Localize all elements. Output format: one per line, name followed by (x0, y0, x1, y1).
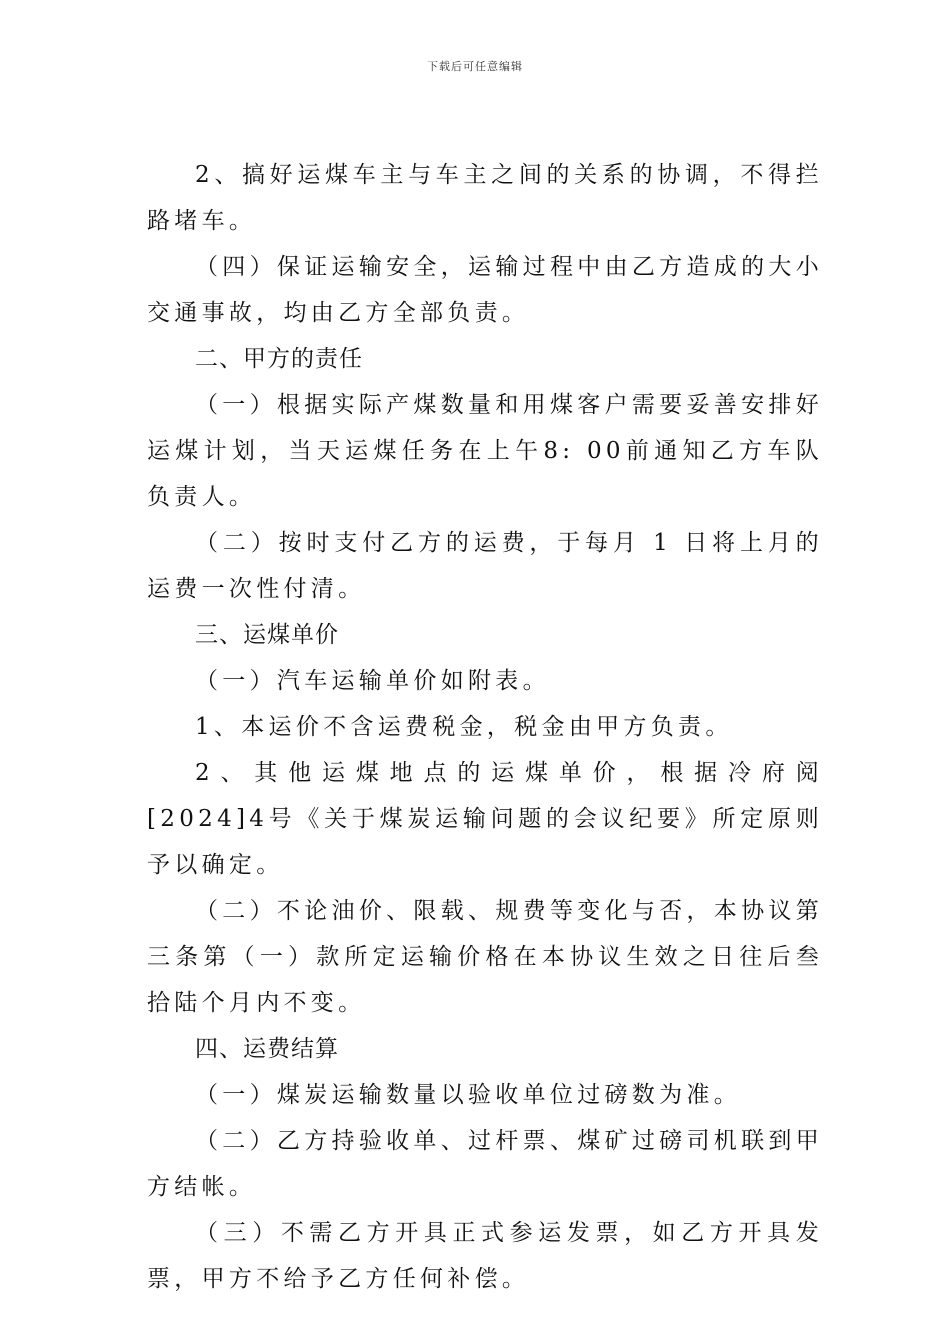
paragraph: （一）煤炭运输数量以验收单位过磅数为准。 (195, 1082, 741, 1108)
paragraph: （一）汽车运输单价如附表。 (195, 668, 550, 694)
paragraph: （四）保证运输安全，运输过程中由乙方造成的大小交通事故，均由乙方全部负责。 (147, 254, 823, 326)
paragraph: （二）乙方持验收单、过杆票、煤矿过磅司机联到甲方结帐。 (147, 1128, 823, 1200)
section-heading: 四、运费结算 (195, 1036, 339, 1062)
paragraph: （三）不需乙方开具正式参运发票，如乙方开具发票，甲方不给予乙方任何补偿。 (147, 1220, 823, 1292)
section-heading: 三、运煤单价 (195, 622, 339, 648)
paragraph: （二）不论油价、限载、规费等变化与否，本协议第三条第（一）款所定运输价格在本协议生效之日往后叁拾陆个月内不变。 (147, 898, 823, 1016)
paragraph: 2、其他运煤地点的运煤单价，根据冷府阅[2024]4号《关于煤炭运输问题的会议纪要》所定原则予以确定。 (147, 760, 823, 878)
document-body (147, 152, 823, 1302)
section-heading: 二、甲方的责任 (195, 346, 363, 372)
paragraph: 1、本运价不含运费税金，税金由甲方负责。 (195, 714, 733, 740)
paragraph: （二）按时支付乙方的运费，于每月 1 日将上月的运费一次性付清。 (147, 530, 823, 602)
paragraph: 2、搞好运煤车主与车主之间的关系的协调，不得拦路堵车。 (147, 162, 823, 234)
page-header: 下载后可任意编辑 (427, 60, 523, 73)
paragraph: （一）根据实际产煤数量和用煤客户需要妥善安排好运煤计划，当天运煤任务在上午8: 00前通知乙方车队负责人。 (147, 392, 823, 510)
